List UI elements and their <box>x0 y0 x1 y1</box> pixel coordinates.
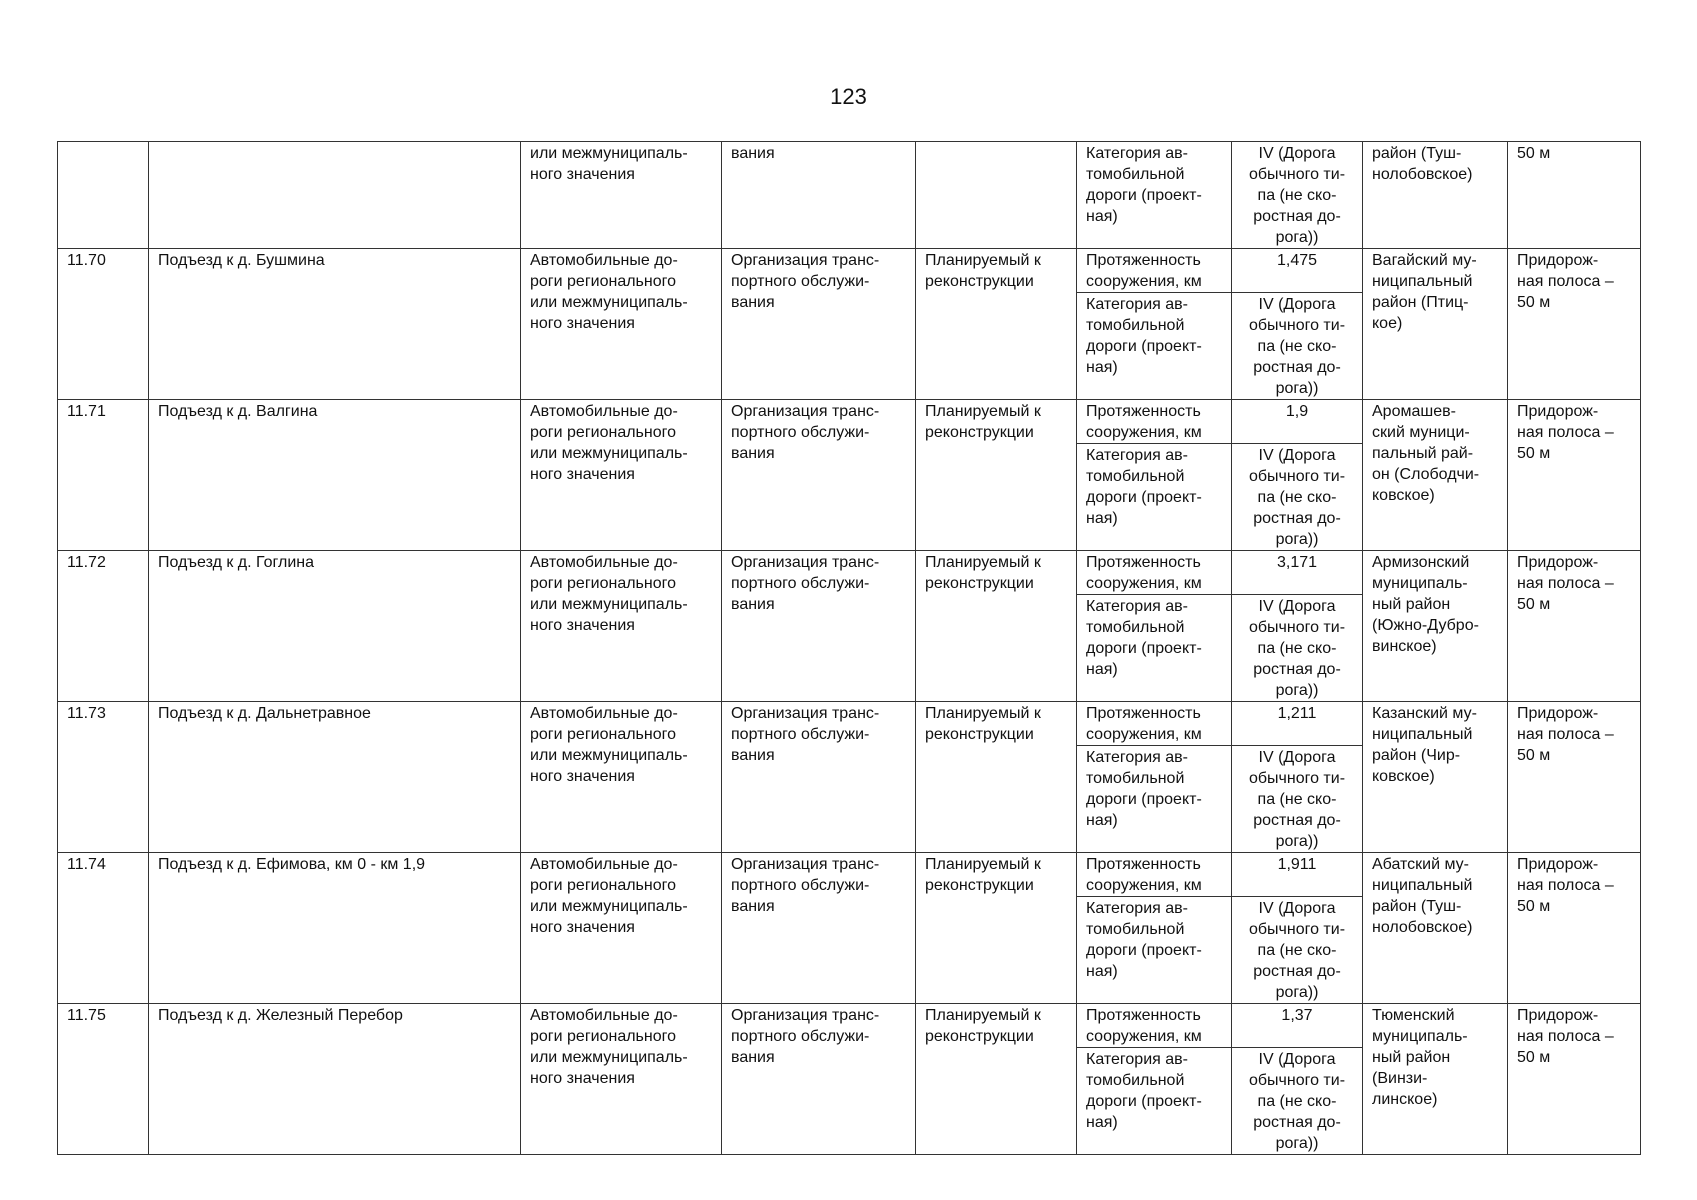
object-name: Подъезд к д. Бушмина <box>149 249 521 400</box>
length-value: 3,171 <box>1232 551 1363 595</box>
length-label: Протяженность сооружения, км <box>1077 249 1232 293</box>
protection-zone: Придорож- ная полоса – 50 м <box>1508 853 1641 1004</box>
cell-name <box>149 142 521 249</box>
table-row <box>58 853 1641 897</box>
object-purpose: Организация транс- портного обслужи- вания <box>722 400 916 551</box>
cell-type: или межмуниципаль- ного значения <box>521 142 722 249</box>
object-name: Подъезд к д. Гоглина <box>149 551 521 702</box>
table-row <box>58 702 1641 746</box>
object-type: Автомобильные до- роги регионального или межмуниципаль- ного значения <box>521 853 722 1004</box>
row-number: 11.73 <box>58 702 149 853</box>
object-location: Казанский му- ниципальный район (Чир- ковское) <box>1363 702 1508 853</box>
category-label: Категория ав- томобильной дороги (проект- ная) <box>1077 444 1232 551</box>
length-value: 1,211 <box>1232 702 1363 746</box>
object-type: Автомобильные до- роги регионального или межмуниципаль- ного значения <box>521 249 722 400</box>
row-number: 11.72 <box>58 551 149 702</box>
cell-category-value: IV (Дорога обычного ти- па (не ско- ростная до- рога)) <box>1232 142 1363 249</box>
object-status: Планируемый к реконструкции <box>916 551 1077 702</box>
object-status: Планируемый к реконструкции <box>916 400 1077 551</box>
row-number: 11.75 <box>58 1004 149 1155</box>
category-label: Категория ав- томобильной дороги (проект- ная) <box>1077 595 1232 702</box>
cell-num <box>58 142 149 249</box>
row-number: 11.74 <box>58 853 149 1004</box>
length-value: 1,475 <box>1232 249 1363 293</box>
category-value: IV (Дорога обычного ти- па (не ско- ростная до- рога)) <box>1232 1048 1363 1155</box>
cell-zone: 50 м <box>1508 142 1641 249</box>
object-purpose: Организация транс- портного обслужи- вания <box>722 1004 916 1155</box>
object-location: Армизонский муниципаль- ный район (Южно-Дубро- винское) <box>1363 551 1508 702</box>
length-label: Протяженность сооружения, км <box>1077 853 1232 897</box>
cell-category-label: Категория ав- томобильной дороги (проект- ная) <box>1077 142 1232 249</box>
object-type: Автомобильные до- роги регионального или межмуниципаль- ного значения <box>521 400 722 551</box>
table-row <box>58 551 1641 595</box>
category-value: IV (Дорога обычного ти- па (не ско- ростная до- рога)) <box>1232 293 1363 400</box>
object-purpose: Организация транс- портного обслужи- вания <box>722 853 916 1004</box>
object-status: Планируемый к реконструкции <box>916 249 1077 400</box>
category-label: Категория ав- томобильной дороги (проект- ная) <box>1077 1048 1232 1155</box>
object-purpose: Организация транс- портного обслужи- вания <box>722 551 916 702</box>
row-number: 11.70 <box>58 249 149 400</box>
object-status: Планируемый к реконструкции <box>916 702 1077 853</box>
length-value: 1,37 <box>1232 1004 1363 1048</box>
category-value: IV (Дорога обычного ти- па (не ско- ростная до- рога)) <box>1232 595 1363 702</box>
length-label: Протяженность сооружения, км <box>1077 702 1232 746</box>
category-label: Категория ав- томобильной дороги (проект- ная) <box>1077 746 1232 853</box>
object-type: Автомобильные до- роги регионального или межмуниципаль- ного значения <box>521 702 722 853</box>
object-purpose: Организация транс- портного обслужи- вания <box>722 702 916 853</box>
length-label: Протяженность сооружения, км <box>1077 551 1232 595</box>
category-label: Категория ав- томобильной дороги (проект- ная) <box>1077 293 1232 400</box>
object-name: Подъезд к д. Железный Перебор <box>149 1004 521 1155</box>
length-label: Протяженность сооружения, км <box>1077 1004 1232 1048</box>
page-number: 123 <box>830 84 867 109</box>
object-status: Планируемый к реконструкции <box>916 853 1077 1004</box>
protection-zone: Придорож- ная полоса – 50 м <box>1508 1004 1641 1155</box>
cell-location: район (Туш- нолобовское) <box>1363 142 1508 249</box>
length-value: 1,911 <box>1232 853 1363 897</box>
row-number: 11.71 <box>58 400 149 551</box>
cell-purpose: вания <box>722 142 916 249</box>
object-name: Подъезд к д. Ефимова, км 0 - км 1,9 <box>149 853 521 1004</box>
category-label: Категория ав- томобильной дороги (проект- ная) <box>1077 897 1232 1004</box>
table-row <box>58 400 1641 444</box>
object-location: Абатский му- ниципальный район (Туш- нолобовское) <box>1363 853 1508 1004</box>
object-location: Тюменский муниципаль- ный район (Винзи- линское) <box>1363 1004 1508 1155</box>
object-location: Вагайский му- ниципальный район (Птиц- кое) <box>1363 249 1508 400</box>
object-name: Подъезд к д. Валгина <box>149 400 521 551</box>
table-row <box>58 1004 1641 1048</box>
category-value: IV (Дорога обычного ти- па (не ско- ростная до- рога)) <box>1232 444 1363 551</box>
object-purpose: Организация транс- портного обслужи- вания <box>722 249 916 400</box>
continuation-row <box>58 142 1641 249</box>
cell-status <box>916 142 1077 249</box>
object-location: Аромашев- ский муници- пальный рай- он (Слободчи- ковское) <box>1363 400 1508 551</box>
protection-zone: Придорож- ная полоса – 50 м <box>1508 249 1641 400</box>
table-body <box>58 142 1641 1155</box>
category-value: IV (Дорога обычного ти- па (не ско- ростная до- рога)) <box>1232 746 1363 853</box>
protection-zone: Придорож- ная полоса – 50 м <box>1508 702 1641 853</box>
object-type: Автомобильные до- роги регионального или межмуниципаль- ного значения <box>521 551 722 702</box>
protection-zone: Придорож- ная полоса – 50 м <box>1508 400 1641 551</box>
protection-zone: Придорож- ная полоса – 50 м <box>1508 551 1641 702</box>
object-name: Подъезд к д. Дальнетравное <box>149 702 521 853</box>
table-row <box>58 249 1641 293</box>
length-value: 1,9 <box>1232 400 1363 444</box>
objects-table <box>57 141 1641 1155</box>
category-value: IV (Дорога обычного ти- па (не ско- ростная до- рога)) <box>1232 897 1363 1004</box>
object-type: Автомобильные до- роги регионального или межмуниципаль- ного значения <box>521 1004 722 1155</box>
object-status: Планируемый к реконструкции <box>916 1004 1077 1155</box>
length-label: Протяженность сооружения, км <box>1077 400 1232 444</box>
